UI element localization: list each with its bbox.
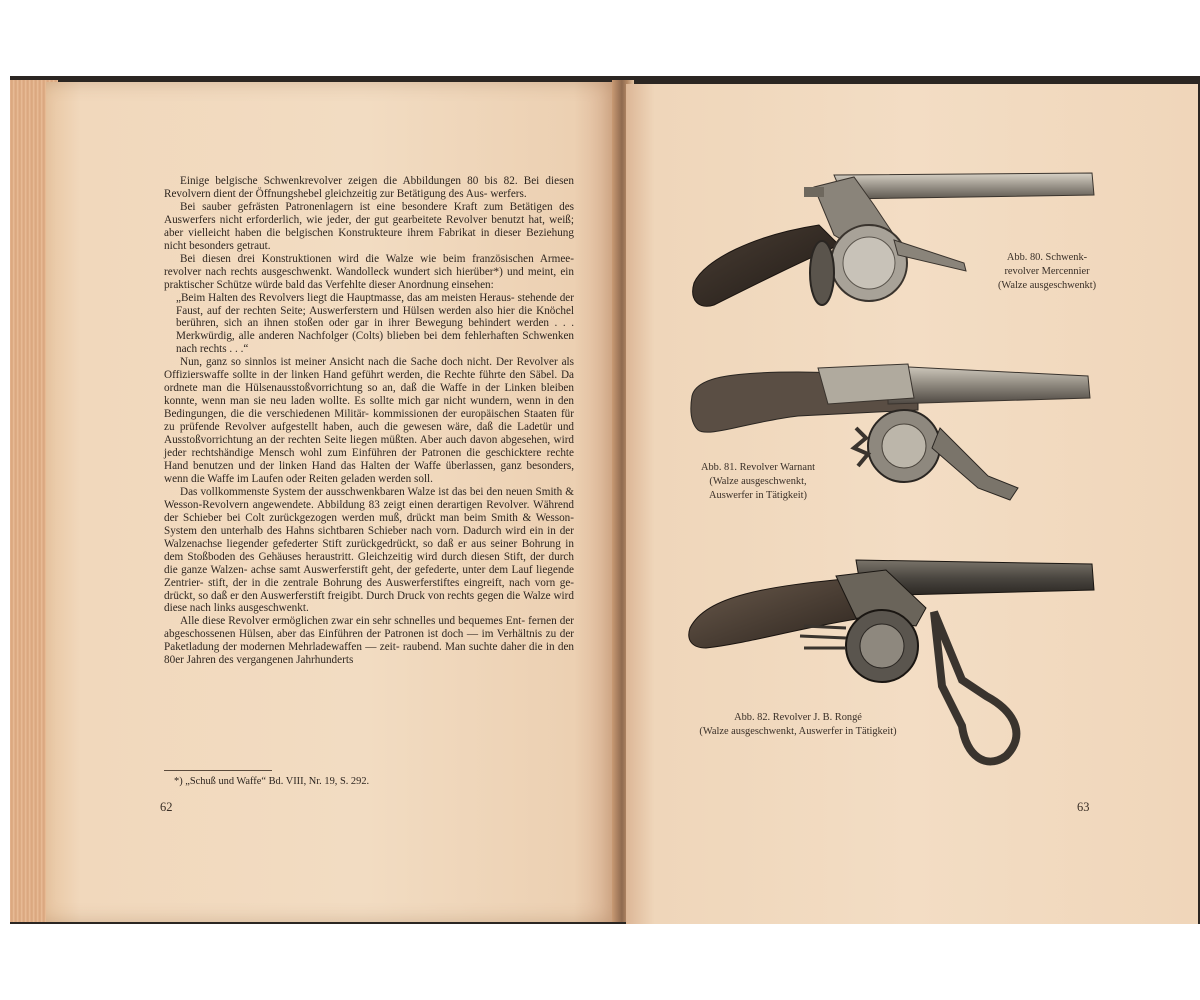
text-line: Bei sauber gefrästen Patronenlagern ist eine besondere Kraft zum Betätigen — [180, 200, 553, 213]
caption-line: Abb. 81. Revolver Warnant — [700, 462, 816, 473]
text-line: heraustritt. Gleichzeitig wird durch diesen Stift, der durch die ganze Walzen- — [164, 550, 574, 576]
text-line: mich gar nicht wundern, wenn in den Bedingungen, die die verschiedenen Militär- — [164, 395, 575, 421]
text-line: die Waffe im Laufen oder Reiten geladen werden soll. — [191, 472, 433, 485]
text-line: stehende der Faust, auf der rechten Seite; Auswerferstern und Hülsen werden — [176, 291, 574, 317]
figure-82-revolver-image — [686, 556, 1096, 776]
text-line: zurückgedrückt, so daß er aus seiner Bohrung in dem Stoßboden des Gehäuses — [164, 537, 575, 563]
text-line: haben, auch die gewesen wäre, daß die Ladetür und Ausstoßvorrichtung an der — [164, 421, 575, 447]
caption-line: (Walze ausgeschwenkt, — [709, 476, 807, 487]
text-line: meint, ein praktischer Schütze würde bald das Verfehlte dieser Anordnung — [164, 265, 574, 291]
paragraph — [164, 615, 574, 667]
text-line: einsehen: — [451, 278, 494, 291]
page-number-right: 63 — [1077, 800, 1090, 814]
text-line: in dieser Beziehung nicht besonders getraut. — [164, 226, 574, 252]
paragraph — [164, 201, 574, 253]
text-line: also hier die Knöchel berühren, sich an ihnen stoßen oder gar in ihrer Bewegung — [176, 304, 575, 330]
text-line: diesen Revolvern dient der Öffnungshebel gleichzeitig zur Betätigung des Aus- — [164, 175, 574, 200]
text-line: Smith & Wesson-Revolvern angewendete. Abbildung 83 zeigt einen derartigen — [164, 485, 574, 511]
text-line: behindert werden . . . Merkwürdig, alle anderen Nachfolger (Colts) blieben bei — [176, 317, 575, 343]
text-line: des Auswerfers nicht erforderlich, wie jeder, der gut gearbeitete Revolver benutzt — [164, 200, 575, 226]
caption-line: (Walze ausgeschwenkt, Auswerfer in Tätigkeit) — [699, 726, 897, 737]
caption-line: (Walze ausgeschwenkt) — [997, 280, 1097, 291]
text-line: fernen der abgeschossenen Hülsen, aber das Einführen der Patronen ist doch — [164, 615, 575, 641]
text-line: hat, weiß; aber vielleicht haben die belgischen Konstrukteure ihrem Fabrikat — [164, 213, 575, 239]
text-line: führte den Säbel. Da ordnete man die Hülsenausstoßvorrichtung so an, daß die — [164, 369, 575, 395]
text-line: Revolver als Offizierswaffe sollte in der linken Hand geführt werden, die Rechte — [164, 356, 575, 382]
left-page-body-text — [164, 175, 574, 667]
caption-line: Abb. 80. Schwenk- — [1006, 252, 1088, 263]
caption-line: revolver Mercennier — [1004, 266, 1090, 277]
text-line: achse samt Auswerferstift geht, der gefederte, unter dem Lauf liegende Zentrier- — [164, 563, 575, 589]
page-number-left: 62 — [160, 800, 173, 814]
text-line: rechten Seite liegen müßten. Aber auch davon abgesehen, wird jeder rechtshändige — [164, 434, 575, 460]
text-line: Revolver. Während der Schieber bei Colt zurückgezogen werden muß, drückt — [164, 498, 575, 524]
text-line: Einige belgische Schwenkrevolver zeigen die Abbildungen 80 bis 82. Bei — [180, 175, 540, 187]
text-line: Alle diese Revolver ermöglichen zwar ein sehr schnelles und bequemes Ent- — [180, 615, 526, 628]
caption-line: Auswerfer in Tätigkeit) — [709, 490, 807, 501]
paragraph — [164, 175, 574, 201]
text-line: raubend. Man suchte daher die in den 80er Jahren des vergangenen Jahrhunderts — [164, 641, 575, 667]
caption-line: Abb. 82. Revolver J. B. Rongé — [734, 712, 862, 723]
paragraph — [164, 292, 574, 357]
text-line: nach vorn. Dadurch wird ein in der Walzenachse liegender gefederter Stift — [164, 524, 574, 550]
text-line: kommissionen der europäischen Staaten für zu prüfende Revolver aufgestellt — [164, 408, 574, 434]
text-line: „Beim Halten des Revolvers liegt die Hauptmasse, das am meisten Heraus- — [176, 291, 515, 304]
text-line: und der linken Hand das Halten der Waffe überlassen, ganz besonders, wenn — [164, 459, 575, 485]
paragraph — [164, 253, 574, 292]
figure-82-caption — [688, 711, 908, 739]
figure-81-caption — [688, 461, 828, 503]
text-line: Walze wird diese nach links ausgeschwenkt. — [164, 589, 574, 615]
text-line: — im Verhältnis zu der Paketladung der modernen Mehrladewaffen — zeit- — [164, 628, 575, 654]
text-line: Bei diesen drei Konstruktionen wird die Walze wie beim französischen Armee- — [180, 252, 574, 265]
text-line: werfers. — [490, 187, 527, 200]
text-line: drückt, so daß er den Auswerferstift freigibt. Durch Druck von rechts gegen die — [164, 589, 521, 602]
text-line: Nun, ganz so sinnlos ist meiner Ansicht nach die Sache doch nicht. Der — [180, 356, 513, 369]
figure-80-caption — [985, 251, 1109, 293]
text-line: man beim Smith & Wesson-System den unterhalb des Hahns sichtbaren Schieber — [164, 511, 574, 537]
paragraph — [164, 356, 574, 486]
text-line: dem fehlerhaften Schwenken nach rechts . . .“ — [176, 330, 575, 356]
text-line: Das vollkommenste System der ausschwenkbaren Walze ist das bei den neuen — [180, 485, 533, 498]
footnote-rule — [164, 770, 272, 771]
text-line: revolver nach rechts ausgeschwenkt. Wandolleck wundert sich hierüber*) und — [164, 265, 524, 278]
text-line: Waffe in der Linken bleiben konnte, wenn man sie neu laden wollte. Es sollte — [164, 382, 574, 408]
text-line: Mensch wohl zum Einführen der Patronen die geschicktere rechte Hand benutzen — [164, 447, 574, 472]
text-line: stift, der in die zentrale Bohrung des Auswerferstiftes eingreift, nach vorn ge- — [208, 576, 575, 589]
footnote: *) „Schuß und Waffe“ Bd. VIII, Nr. 19, S. 292. — [174, 776, 370, 787]
paragraph — [164, 486, 574, 616]
